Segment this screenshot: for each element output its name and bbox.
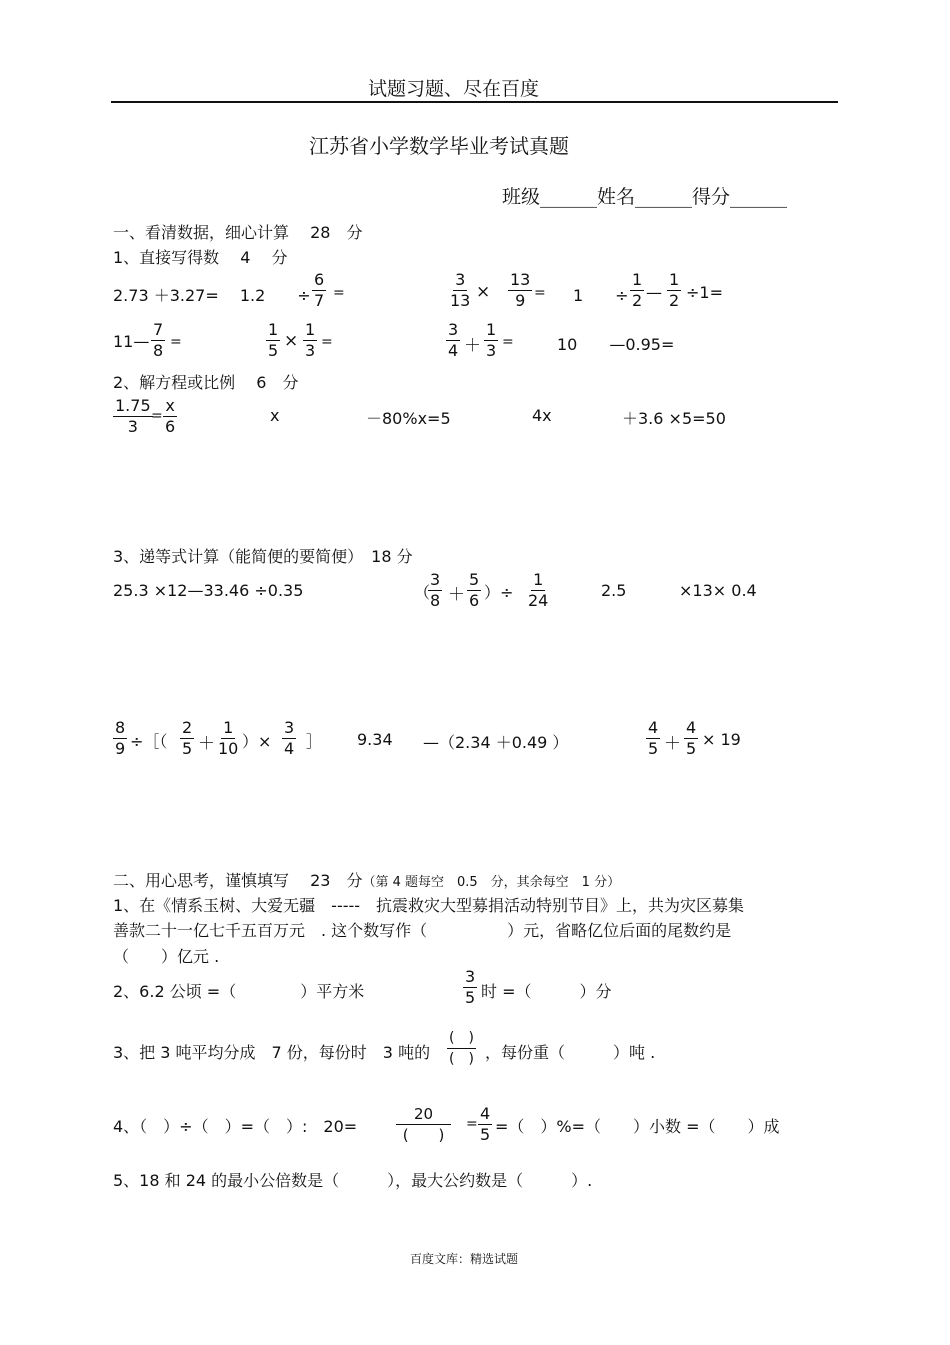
q3-r2-c-tail: × 19	[702, 730, 741, 749]
frac-den: 13	[450, 291, 471, 310]
q3-r2-a-frac3	[216, 718, 240, 759]
p2-q3-a: 3、把 3 吨平均分成 7 份，每份时 3 吨的	[113, 1043, 431, 1062]
frac-den: ( )	[449, 1051, 474, 1067]
q3-r1-b-close: ）÷	[484, 583, 514, 602]
q1-r2-a-lead: 11—	[113, 332, 150, 351]
q1-r1-c-frac2	[667, 270, 681, 311]
header-title: 试题习题、尽在百度	[368, 78, 540, 100]
frac-den: 8	[153, 341, 164, 360]
frac-num: 20	[396, 1104, 451, 1125]
q3-r2-c-frac2	[684, 718, 698, 759]
frac-num: 7	[153, 320, 164, 339]
frac-den: 5	[182, 739, 193, 758]
q1-r2-b-tail: =	[321, 334, 333, 350]
frac-den: 3	[305, 341, 316, 360]
header-rule	[111, 101, 838, 103]
frac-den: 5	[268, 341, 279, 360]
q3-r2-a-close: ）×	[242, 732, 272, 751]
frac-den: 6	[469, 591, 480, 610]
frac-den: 7	[314, 291, 325, 310]
p2-q2-frac	[463, 967, 477, 1008]
q1-r1-c-mid: —	[646, 283, 662, 302]
q2-eq3-b: ＋3.6 ×5=50	[622, 409, 726, 428]
q3-r2-c-frac1	[646, 718, 660, 759]
q3-r2-a-frac4	[282, 718, 296, 759]
q1-r2-a-frac	[151, 320, 165, 361]
q1-r2-a-tail: =	[170, 334, 182, 350]
p2-q1-line3: （ ）亿元 .	[113, 947, 220, 966]
q1-heading: 1、直接写得数 4 分	[113, 248, 288, 267]
p2-q3-b: ，每份重（ ）吨 .	[485, 1043, 656, 1062]
q1-r1-a-tail: =	[333, 285, 345, 301]
frac-num: 13	[510, 270, 531, 289]
p2-q2-b: 时 =（ ）分	[481, 982, 612, 1001]
frac-den: 5	[465, 988, 476, 1007]
q1-r1-a-frac	[312, 270, 326, 311]
p2-q1-line1: 1、在《情系玉树、大爱无疆 ----- 抗震救灾大型募捐活动特别节目》上，共为灾区募集	[113, 896, 745, 915]
frac-den: 6	[165, 417, 176, 436]
q1-r2-b-mid: ×	[284, 331, 299, 351]
frac-num: 8	[115, 718, 126, 737]
q1-r1-a: 2.73 ＋3.27= 1.2 ÷	[113, 286, 311, 305]
q2-eq1-frac2	[163, 396, 177, 437]
frac-num: 5	[469, 570, 480, 589]
q1-r1-c-lead: 1 ÷	[573, 286, 629, 305]
frac-num: 4	[480, 1104, 491, 1123]
frac-den: 8	[430, 591, 441, 610]
info-line: 班级______姓名______得分______	[502, 186, 788, 208]
q1-r1-b-frac1	[448, 270, 472, 311]
q3-r1-b-frac1	[428, 570, 442, 611]
q3-r2-b-a: 9.34	[357, 730, 393, 749]
frac-den: 9	[515, 291, 526, 310]
p2-q4-frac1	[396, 1104, 451, 1145]
q3-r1-b-plus: ＋	[448, 585, 465, 605]
q3-r2-a-div: ÷［（	[130, 732, 168, 751]
q1-r1-b-frac2	[508, 270, 532, 311]
frac-den: 2	[632, 291, 643, 310]
frac-num: 1	[486, 320, 497, 339]
q3-r1-b-frac3	[526, 570, 550, 611]
part2-heading-main: 二、用心思考，谨慎填写 23 分	[113, 871, 363, 890]
frac-num: 3	[284, 718, 295, 737]
q1-r1-b-mid: ×	[476, 282, 491, 302]
q3-r1-b-frac2	[467, 570, 481, 611]
p2-q4-eq: =	[466, 1116, 478, 1132]
frac-num: 3	[448, 320, 459, 339]
part2-heading-note: （第 4 题每空 0.5 分，其余每空 1 分）	[362, 875, 621, 890]
frac-den: 5	[480, 1125, 491, 1144]
q3-r2-a-frac2	[180, 718, 194, 759]
q2-eq2-b: －80%x=5	[366, 409, 451, 428]
p2-q3-frac	[447, 1028, 476, 1069]
p2-q4-frac2	[478, 1104, 492, 1145]
q1-r2-c-frac1	[446, 320, 460, 361]
frac-den: 24	[528, 591, 549, 610]
frac-den: 9	[115, 739, 126, 758]
frac-den: 4	[284, 739, 295, 758]
part2-heading	[113, 868, 620, 891]
frac-num: 6	[314, 270, 325, 289]
p2-q2-a: 2、6.2 公顷 =（ ）平方米	[113, 982, 365, 1001]
q2-eq1-frac1	[113, 396, 153, 437]
frac-den: 4	[448, 341, 459, 360]
q3-r1-b-open: （	[414, 583, 431, 602]
frac-num: 2	[182, 718, 193, 737]
q1-r2-d: 10 —0.95=	[557, 335, 675, 354]
p2-q5: 5、18 和 24 的最小公倍数是（ ），最大公约数是（ ）.	[113, 1171, 593, 1190]
q1-r2-b-frac2	[303, 320, 317, 361]
q2-eq1-mid: =	[151, 408, 163, 424]
frac-num: 1	[305, 320, 316, 339]
frac-num: 4	[648, 718, 659, 737]
frac-den: ( )	[402, 1126, 445, 1144]
q1-r2-c-tail: =	[502, 334, 514, 350]
frac-num: 3	[430, 570, 441, 589]
frac-num: 1	[533, 570, 544, 589]
part1-heading: 一、看清数据，细心计算 28 分	[113, 223, 363, 242]
frac-den: 10	[218, 739, 239, 758]
frac-num: x	[165, 396, 175, 415]
frac-den: 5	[648, 739, 659, 758]
q3-r2-b-b: —（2.34 ＋0.49 ）	[423, 733, 569, 752]
q3-r2-c-plus: ＋	[664, 734, 681, 754]
q3-heading: 3、递等式计算（能简便的要简便） 18 分	[113, 547, 413, 566]
footer-text: 百度文库：精选试题	[410, 1252, 519, 1266]
q3-r2-a-end: ］	[306, 732, 323, 751]
q3-r1-c-a: 2.5	[601, 581, 627, 600]
q2-eq2-a: x	[270, 406, 280, 425]
p2-q4-a: 4、（ ）÷（ ）=（ ）: 20=	[113, 1117, 358, 1136]
frac-num: 1	[632, 270, 643, 289]
q1-r2-b-frac1	[266, 320, 280, 361]
exam-title: 江苏省小学数学毕业考试真题	[309, 134, 569, 158]
q1-r2-c-mid: ＋	[464, 336, 481, 356]
q3-r1-a: 25.3 ×12—33.46 ÷0.35	[113, 581, 304, 600]
q1-r1-b-tail: =	[534, 285, 546, 301]
q1-r1-c-tail: ÷1=	[686, 283, 723, 302]
frac-den: 5	[686, 739, 697, 758]
frac-num: 1	[268, 320, 279, 339]
q3-r2-a-frac1	[113, 718, 127, 759]
frac-num: 3	[465, 967, 476, 986]
q1-r2-c-frac2	[484, 320, 498, 361]
q2-eq3-a: 4x	[532, 406, 552, 425]
frac-num: 1	[669, 270, 680, 289]
frac-num: 4	[686, 718, 697, 737]
frac-num: 1	[223, 718, 234, 737]
q2-heading: 2、解方程或比例 6 分	[113, 373, 299, 392]
frac-num: 3	[455, 270, 466, 289]
frac-den: 3	[127, 417, 138, 436]
frac-den: 2	[669, 291, 680, 310]
q1-r1-c-frac1	[630, 270, 644, 311]
p2-q1-line2: 善款二十一亿七千五百万元 . 这个数写作（ ）元，省略亿位后面的尾数约是	[113, 921, 732, 940]
q3-r1-c-b: ×13× 0.4	[679, 581, 757, 600]
q3-r2-a-plus: ＋	[198, 734, 215, 754]
frac-den: 3	[486, 341, 497, 360]
p2-q4-b: =（ ）%=（ ）小数 =（ ）成	[495, 1117, 780, 1136]
frac-num: 1.75	[115, 396, 151, 415]
frac-num: ( )	[447, 1028, 476, 1049]
